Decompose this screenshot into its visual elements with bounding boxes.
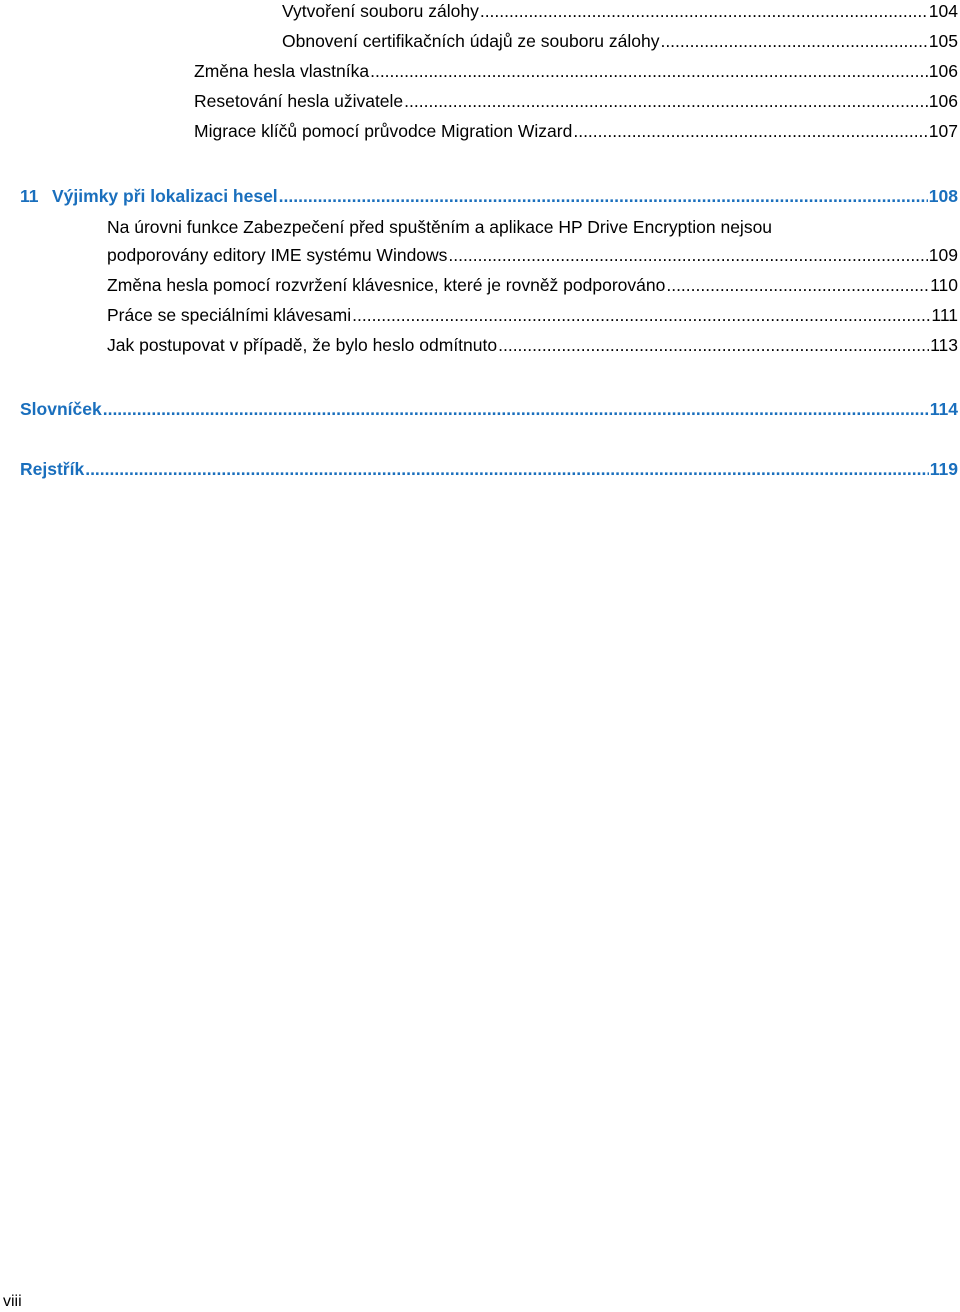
footer-page-number: viii xyxy=(3,1293,22,1310)
toc-entry-page: 107 xyxy=(928,121,958,141)
toc-glossary[interactable] xyxy=(20,398,958,420)
toc-entry-title: Migrace klíčů pomocí průvodce Migration Wizard xyxy=(194,121,573,141)
toc-entry[interactable] xyxy=(107,304,958,326)
toc-entry-title: Jak postupovat v případě, že bylo heslo odmítnuto xyxy=(107,335,498,355)
toc-entry[interactable] xyxy=(107,244,958,266)
toc-leader-dots xyxy=(660,30,927,52)
toc-leader-dots xyxy=(370,60,928,82)
toc-entry-title: Změna hesla vlastníka xyxy=(194,61,370,81)
toc-entry-page: 109 xyxy=(928,245,958,265)
toc-leader-dots xyxy=(480,0,928,22)
toc-leader-dots xyxy=(279,185,928,207)
toc-entry-page: 105 xyxy=(928,31,958,51)
toc-entry-title: Obnovení certifikačních údajů ze souboru zálohy xyxy=(282,31,660,51)
toc-entry-page: 113 xyxy=(930,335,958,355)
toc-entry-title: Změna hesla pomocí rozvržení klávesnice, které je rovněž podporováno xyxy=(107,275,666,295)
toc-chapter-page: 108 xyxy=(928,186,958,206)
toc-entry-title: Resetování hesla uživatele xyxy=(194,91,404,111)
toc-leader-dots xyxy=(666,274,929,296)
toc-entry-page: 106 xyxy=(928,61,958,81)
toc-entry-title: Práce se speciálními klávesami xyxy=(107,305,352,325)
toc-index-title: Rejstřík xyxy=(20,459,85,479)
toc-entry[interactable] xyxy=(107,274,958,296)
toc-index[interactable] xyxy=(20,458,958,480)
toc-index-page: 119 xyxy=(929,459,958,479)
toc-chapter-11[interactable] xyxy=(20,185,958,207)
toc-entry-page: 106 xyxy=(928,91,958,111)
toc-leader-dots xyxy=(573,120,927,142)
toc-glossary-title: Slovníček xyxy=(20,399,102,419)
toc-entry-page: 104 xyxy=(928,1,958,21)
toc-leader-dots xyxy=(352,304,930,326)
toc-entry-title: podporovány editory IME systému Windows xyxy=(107,245,448,265)
toc-entry[interactable] xyxy=(107,334,958,356)
toc-entry-page: 110 xyxy=(930,275,958,295)
toc-entry[interactable] xyxy=(282,30,958,52)
toc-entry[interactable] xyxy=(282,0,958,22)
toc-entry[interactable] xyxy=(194,60,958,82)
toc-leader-dots xyxy=(404,90,928,112)
toc-glossary-page: 114 xyxy=(929,399,958,419)
toc-entry-title: Vytvoření souboru zálohy xyxy=(282,1,479,21)
toc-chapter-number: 11 xyxy=(20,186,39,206)
toc-entry-title-line1[interactable]: Na úrovni funkce Zabezpečení před spuštěním a aplikace HP Drive Encryption nejsou xyxy=(107,217,773,237)
toc-entry[interactable] xyxy=(194,120,958,142)
toc-entry[interactable] xyxy=(194,90,958,112)
toc-chapter-title xyxy=(20,185,278,207)
toc-leader-dots xyxy=(103,398,929,420)
toc-leader-dots xyxy=(448,244,927,266)
toc-leader-dots xyxy=(85,458,929,480)
toc-leader-dots xyxy=(498,334,929,356)
toc-entry-page: 111 xyxy=(931,305,958,325)
toc-chapter-title-text: Výjimky při lokalizaci hesel xyxy=(52,186,278,206)
